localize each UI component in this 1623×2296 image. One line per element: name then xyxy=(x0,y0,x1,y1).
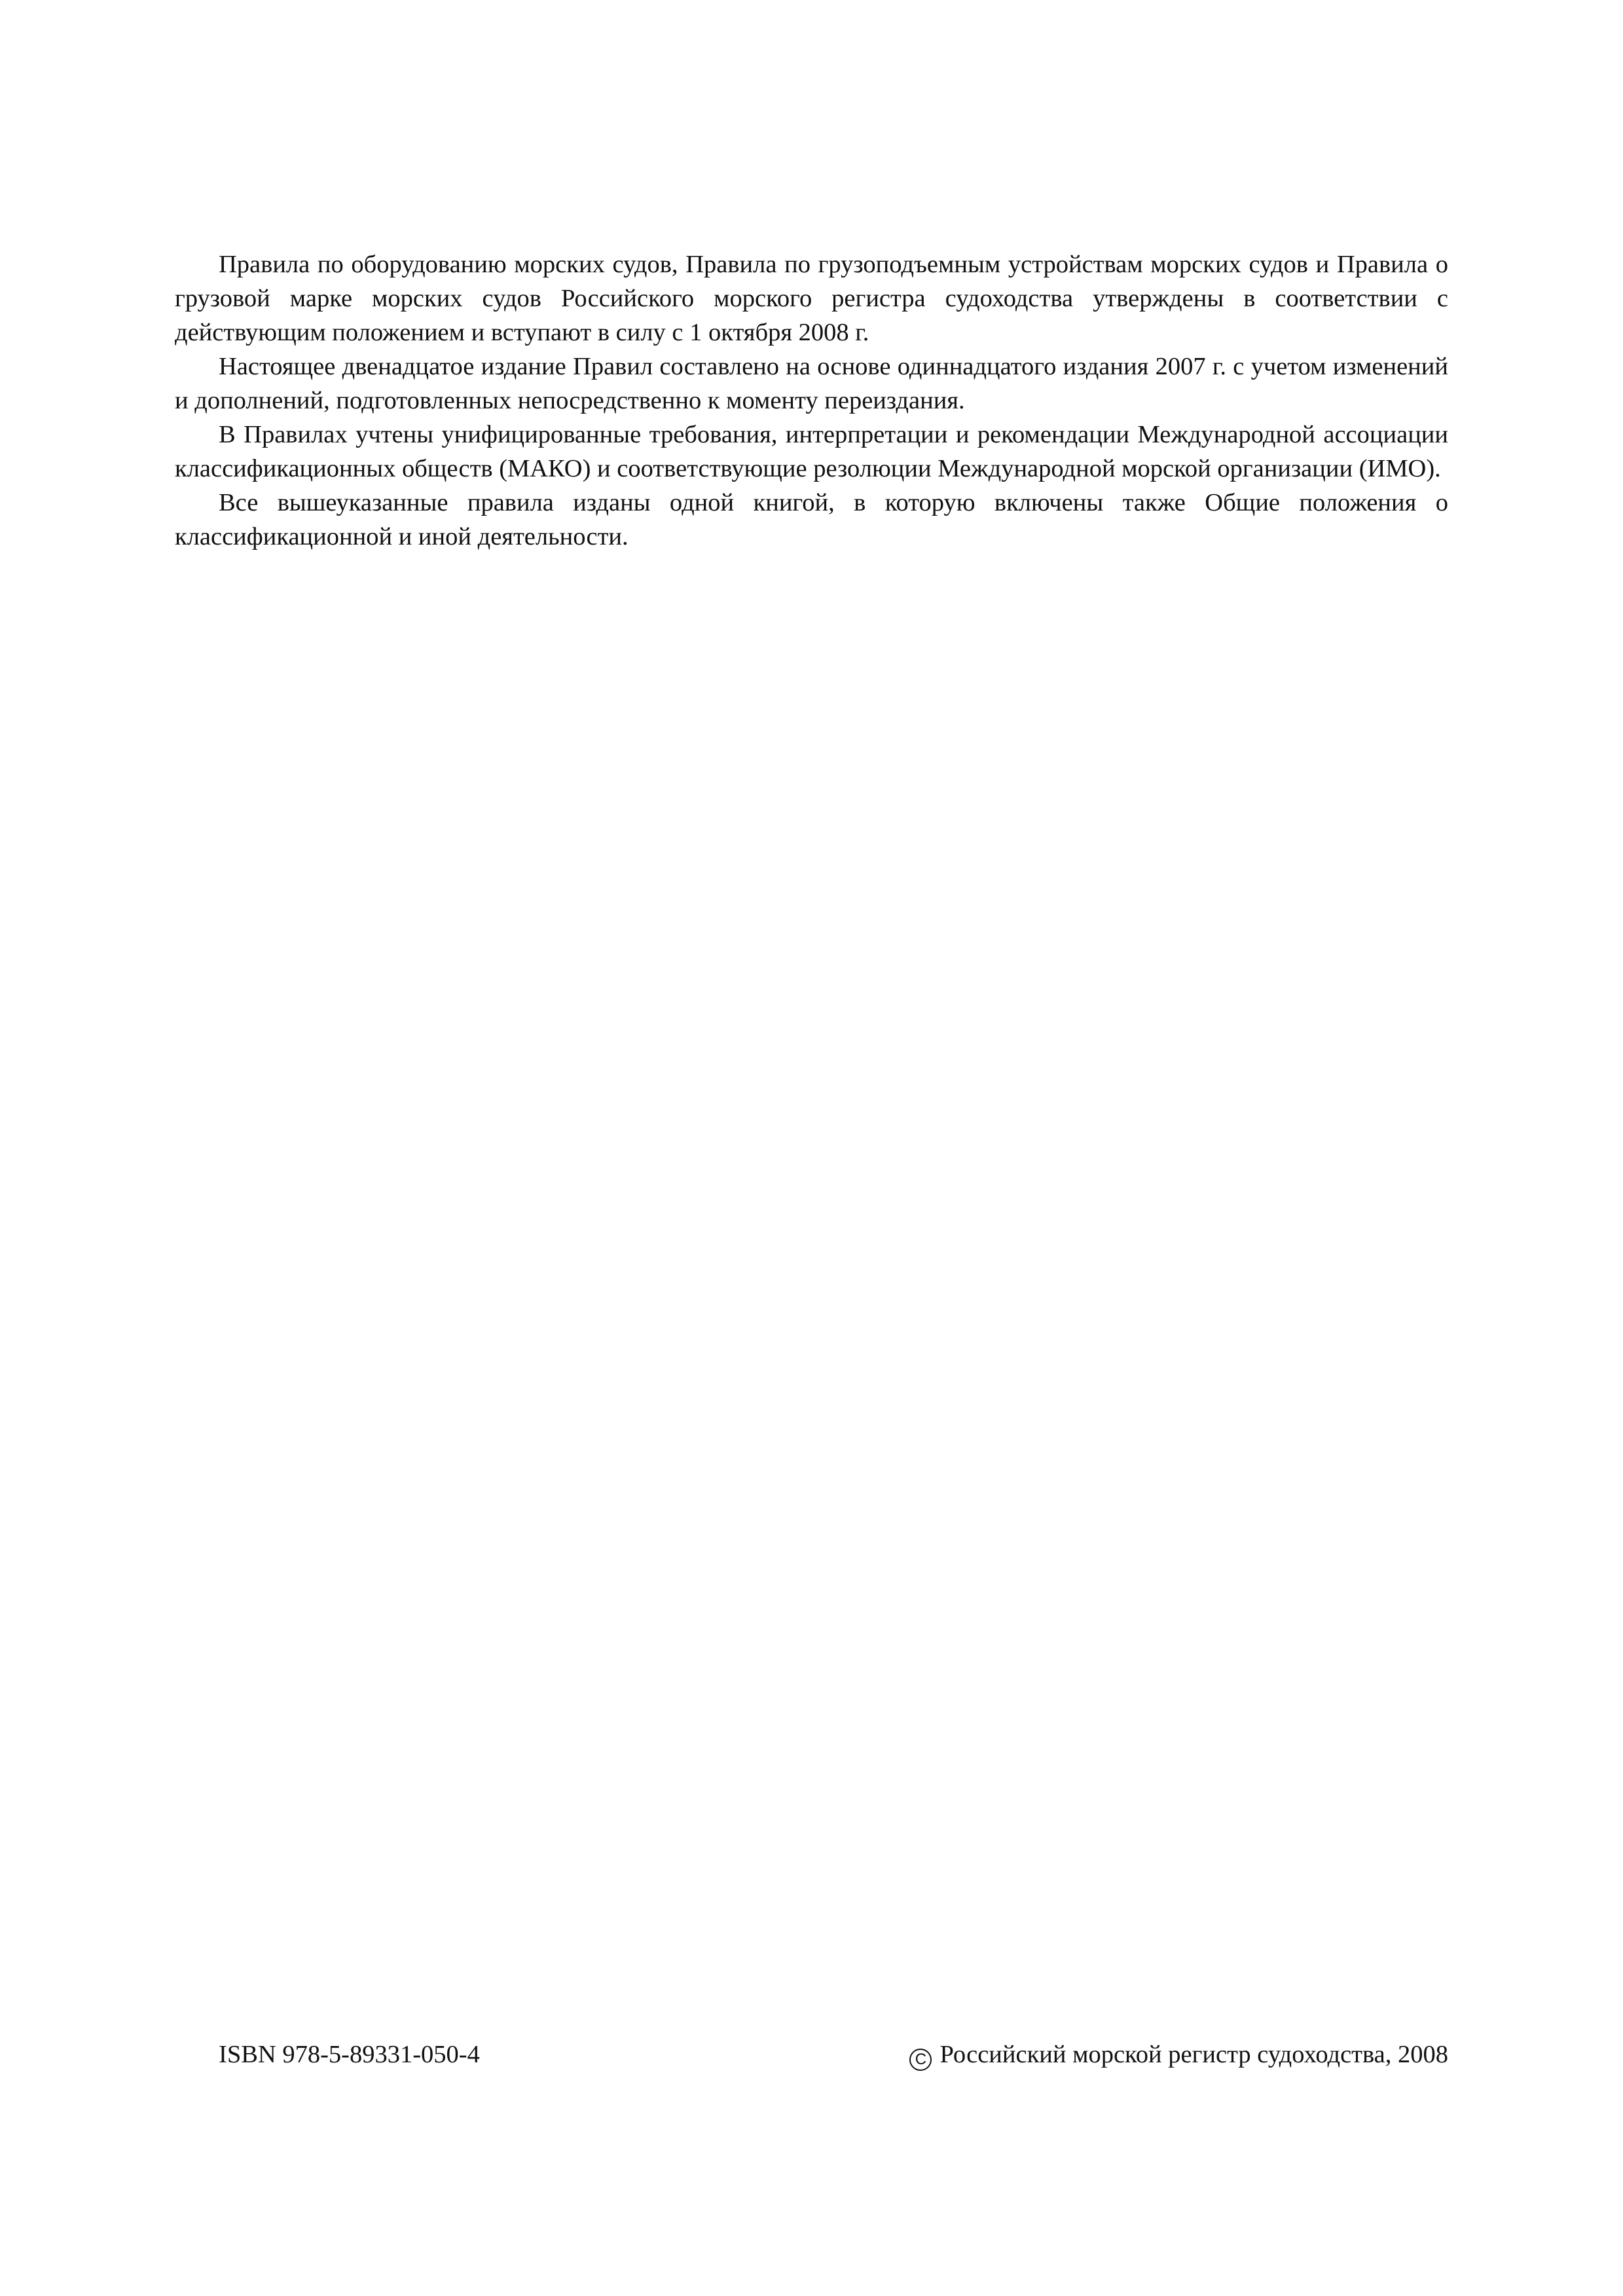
paragraph-edition-info: Настоящее двенадцатое издание Правил составлено на основе одиннадцатого издания 2007 г. с учетом изменений и дополнений, подготовленных непосредственно к моменту переиздания. xyxy=(175,353,1448,414)
paragraph-iacs-imo: В Правилах учтены унифицированные требования, интерпретации и рекомендации Международной ассоциации классификационных обществ (МАКО) и соответствующие резолюции Международной морской организации (ИМО). xyxy=(175,421,1448,482)
copyright-icon: C xyxy=(909,2049,932,2071)
page-footer xyxy=(219,2037,1448,2074)
paragraph-rules-approval: Правила по оборудованию морских судов, Правила по грузоподъемным устройствам морских судов и Правила о грузовой марке морских судов Российского морского регистра судоходства утверждены в соответствии с действующим положением и вступают в силу с 1 октября 2008 г. xyxy=(175,251,1448,346)
body-text xyxy=(175,247,1448,554)
copyright-text: Российский морской регистр судоходства, 2008 xyxy=(939,2041,1448,2068)
isbn-number: ISBN 978-5-89331-050-4 xyxy=(219,2041,480,2068)
paragraph-single-book: Все вышеуказанные правила изданы одной книгой, в которую включены также Общие положения о классификационной и иной деятельности. xyxy=(175,489,1448,550)
copyright-notice xyxy=(909,2037,1448,2072)
